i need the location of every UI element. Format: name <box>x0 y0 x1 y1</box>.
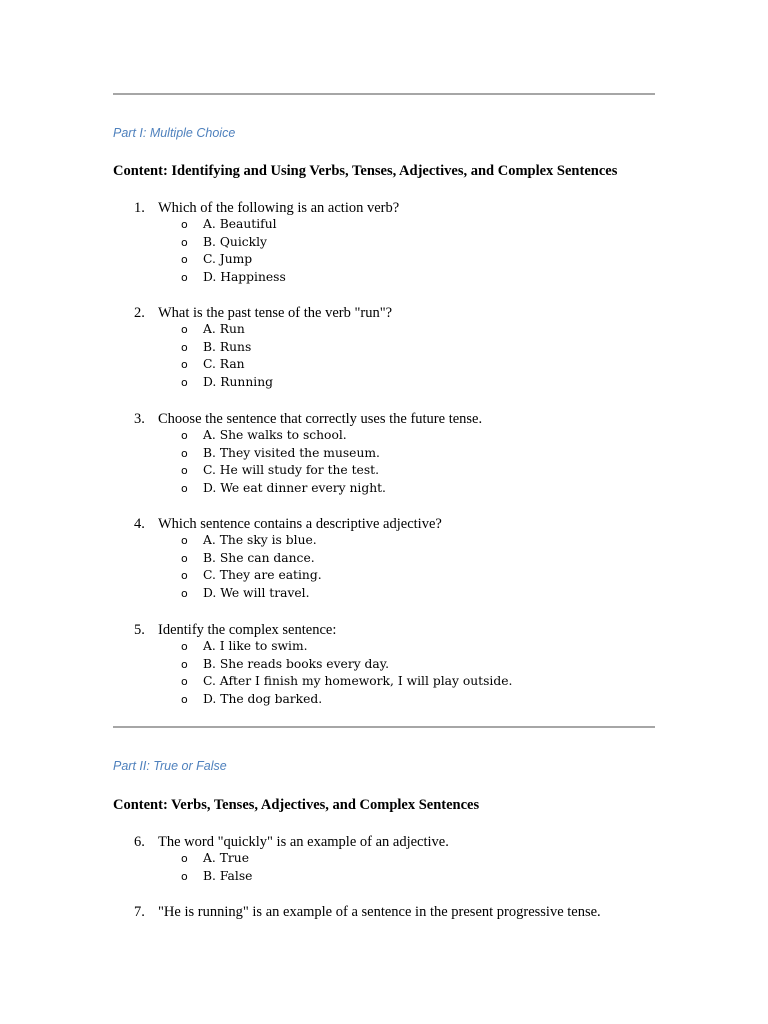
option: o A. True <box>181 850 252 868</box>
bullet-icon: o <box>181 657 188 671</box>
question-text: Which of the following is an action verb? <box>158 200 400 216</box>
option-list <box>181 850 252 885</box>
question-text: Identify the complex sentence: <box>158 622 337 638</box>
bullet-icon: o <box>181 464 188 478</box>
bullet-icon: o <box>181 358 188 372</box>
bullet-icon: o <box>181 375 188 389</box>
part-1-title: Part I: Multiple Choice <box>113 126 236 140</box>
bullet-icon: o <box>181 640 188 653</box>
bullet-icon: o <box>181 534 188 547</box>
option: o D. We will travel. <box>181 585 322 603</box>
question-text: The word "quickly" is an example of an adjective. <box>158 834 449 850</box>
option: o A. Run <box>181 321 273 339</box>
option: o B. She can dance. <box>181 550 322 568</box>
option: o B. Runs <box>181 339 273 357</box>
bullet-icon: o <box>181 852 188 865</box>
bullet-icon: o <box>181 446 188 460</box>
bullet-icon: o <box>181 340 188 354</box>
question-number: 4. <box>134 516 145 532</box>
bullet-icon: o <box>181 235 188 249</box>
bullet-icon: o <box>181 551 188 565</box>
question-text: Choose the sentence that correctly uses the future tense. <box>158 411 483 427</box>
option-list <box>181 321 273 391</box>
bullet-icon: o <box>181 586 188 600</box>
horizontal-rule <box>113 726 655 728</box>
option: o D. Running <box>181 374 273 392</box>
bullet-icon: o <box>181 270 188 284</box>
bullet-icon: o <box>181 218 188 231</box>
option: o B. False <box>181 868 252 886</box>
option: o B. Quickly <box>181 234 286 252</box>
option: o D. Happiness <box>181 269 286 287</box>
bullet-icon: o <box>181 429 188 442</box>
question-number: 1. <box>134 200 145 216</box>
bullet-icon: o <box>181 675 188 689</box>
option: o A. I like to swim. <box>181 638 512 656</box>
option: o B. They visited the museum. <box>181 445 386 463</box>
option: o D. We eat dinner every night. <box>181 480 386 498</box>
option: o C. Ran <box>181 356 273 374</box>
bullet-icon: o <box>181 253 188 267</box>
question-text: What is the past tense of the verb "run"? <box>158 305 393 321</box>
bullet-icon: o <box>181 869 188 883</box>
option: o A. Beautiful <box>181 216 286 234</box>
part-2-content-heading: Content: Verbs, Tenses, Adjectives, and Complex Sentences <box>113 797 480 813</box>
option-list <box>181 427 386 497</box>
option: o A. She walks to school. <box>181 427 386 445</box>
question-text: Which sentence contains a descriptive adjective? <box>158 516 442 532</box>
option: o C. Jump <box>181 251 286 269</box>
option: o B. She reads books every day. <box>181 656 512 674</box>
bullet-icon: o <box>181 569 188 583</box>
bullet-icon: o <box>181 692 188 706</box>
horizontal-rule <box>113 93 655 95</box>
part-2-title: Part II: True or False <box>113 759 227 773</box>
option-list <box>181 532 322 602</box>
option: o C. They are eating. <box>181 567 322 585</box>
option: o C. After I finish my homework, I will play outside. <box>181 673 512 691</box>
question-number: 5. <box>134 622 145 638</box>
option-list <box>181 216 286 286</box>
question-text: "He is running" is an example of a sentence in the present progressive tense. <box>158 904 601 920</box>
option: o C. He will study for the test. <box>181 462 386 480</box>
bullet-icon: o <box>181 481 188 495</box>
option-list <box>181 638 512 708</box>
question-number: 3. <box>134 411 145 427</box>
part-1-content-heading: Content: Identifying and Using Verbs, Tenses, Adjectives, and Complex Sentences <box>113 163 618 179</box>
bullet-icon: o <box>181 323 188 336</box>
option: o D. The dog barked. <box>181 691 512 709</box>
question-number: 6. <box>134 834 145 850</box>
question-number: 7. <box>134 904 145 920</box>
option: o A. The sky is blue. <box>181 532 322 550</box>
question-number: 2. <box>134 305 145 321</box>
